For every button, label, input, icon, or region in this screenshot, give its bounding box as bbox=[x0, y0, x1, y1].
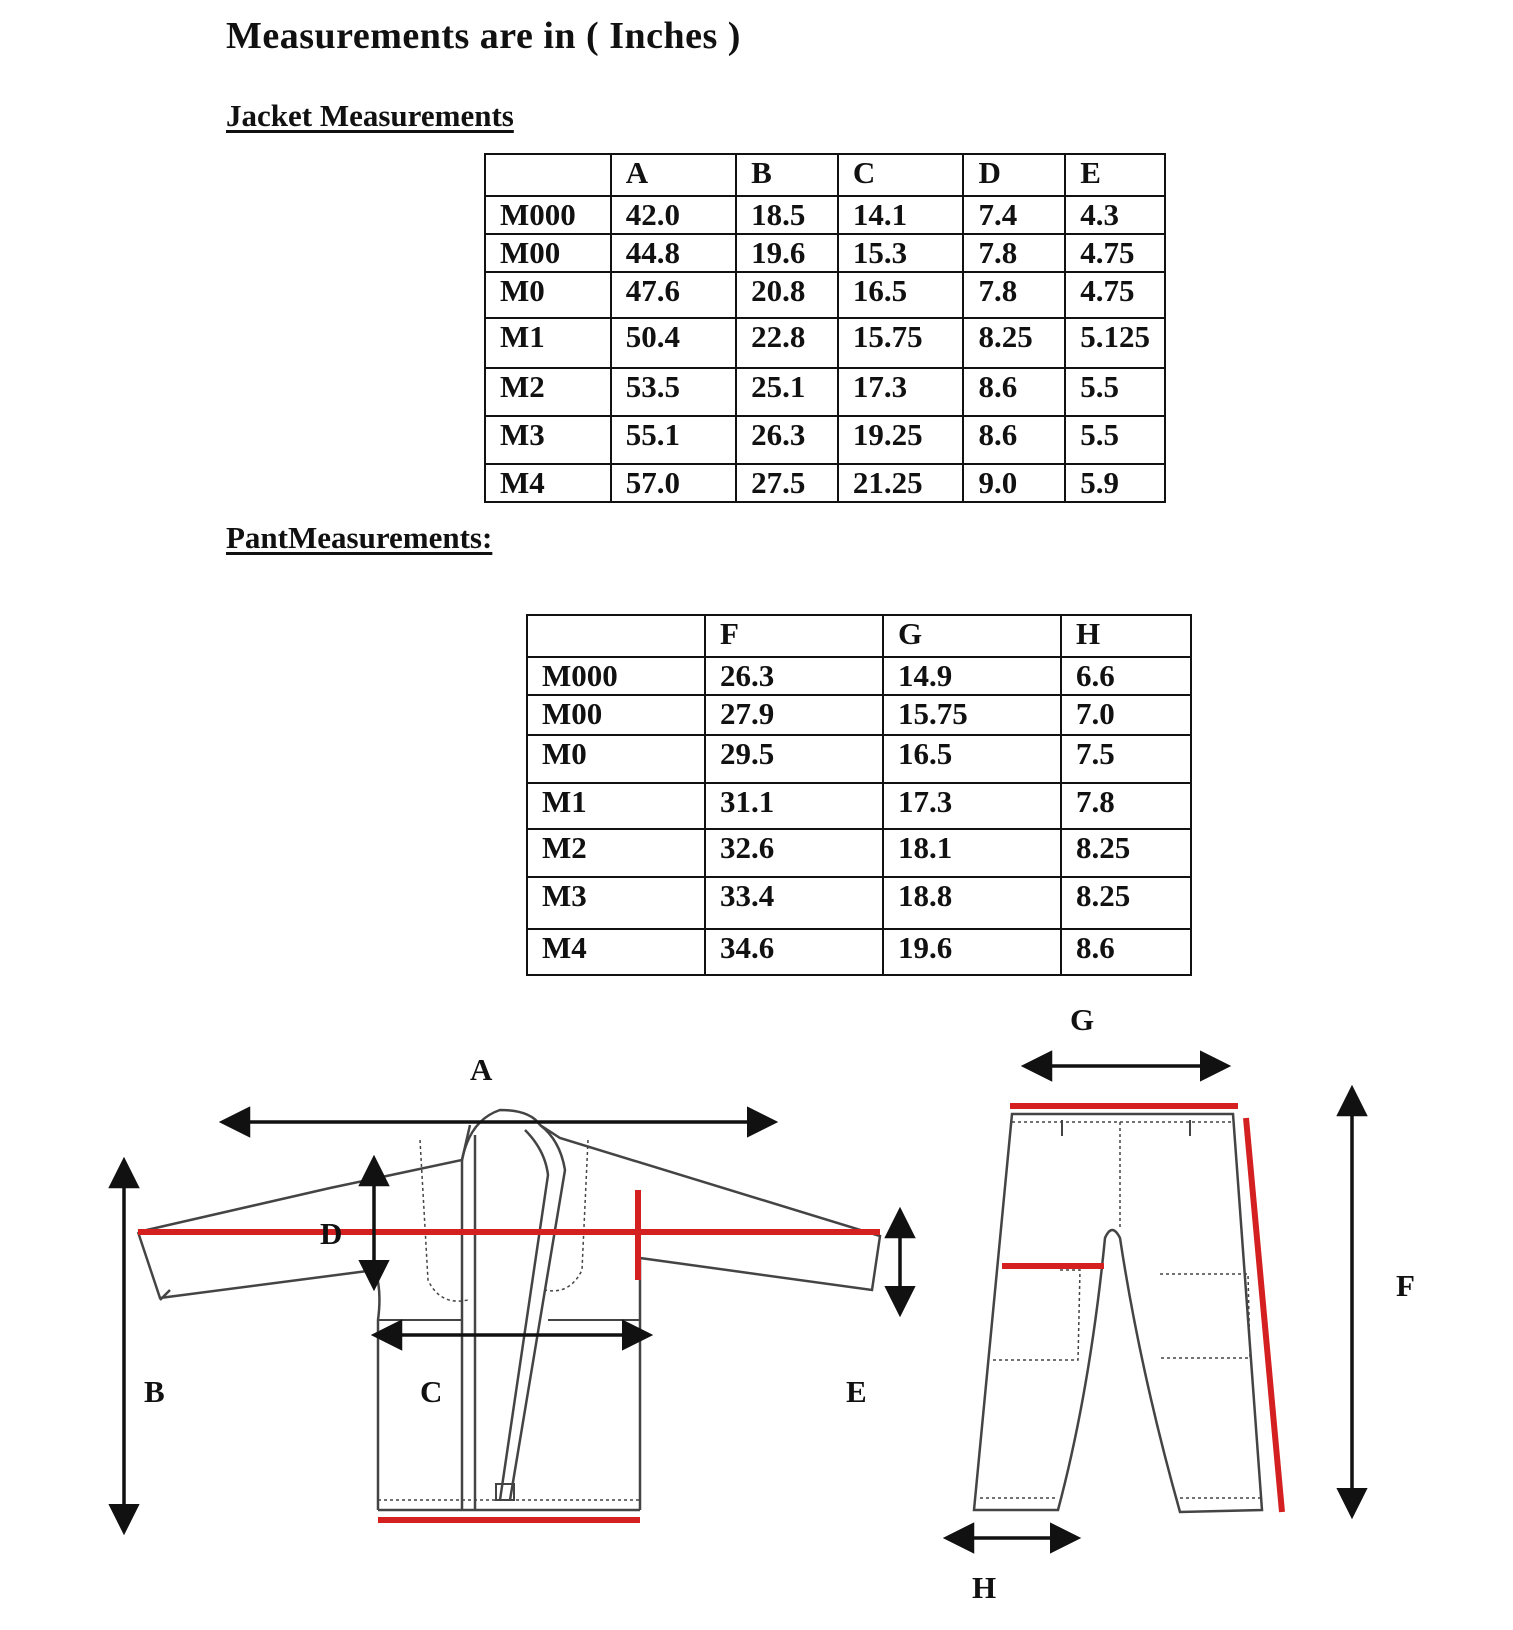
pants-size-row bbox=[527, 877, 1191, 929]
pants-size-label: M3 bbox=[527, 877, 705, 929]
pants-value-cell: 29.5 bbox=[705, 735, 883, 783]
jacket-value-cell: 27.5 bbox=[736, 464, 838, 502]
jacket-value-cell: 25.1 bbox=[736, 368, 838, 416]
pants-size-label: M000 bbox=[527, 657, 705, 695]
jacket-size-row bbox=[485, 234, 1165, 272]
jacket-column-header bbox=[485, 154, 611, 196]
pants-value-cell: 7.0 bbox=[1061, 695, 1191, 735]
jacket-value-cell: 26.3 bbox=[736, 416, 838, 464]
jacket-column-header: A bbox=[611, 154, 736, 196]
jacket-value-cell: 4.75 bbox=[1065, 234, 1165, 272]
jacket-header-row bbox=[485, 154, 1165, 196]
jacket-value-cell: 16.5 bbox=[838, 272, 964, 318]
pants-value-cell: 32.6 bbox=[705, 829, 883, 877]
jacket-value-cell: 22.8 bbox=[736, 318, 838, 368]
jacket-value-cell: 21.25 bbox=[838, 464, 964, 502]
jacket-size-row bbox=[485, 272, 1165, 318]
jacket-size-row bbox=[485, 196, 1165, 234]
pants-value-cell: 8.25 bbox=[1061, 829, 1191, 877]
jacket-measurements-table bbox=[484, 153, 1166, 503]
pants-column-header: H bbox=[1061, 615, 1191, 657]
jacket-drawing bbox=[138, 1110, 880, 1510]
label-h: H bbox=[972, 1570, 997, 1605]
jacket-value-cell: 53.5 bbox=[611, 368, 736, 416]
outseam-red-line bbox=[1246, 1118, 1282, 1512]
label-a: A bbox=[470, 1052, 493, 1087]
jacket-value-cell: 18.5 bbox=[736, 196, 838, 234]
jacket-value-cell: 44.8 bbox=[611, 234, 736, 272]
label-e: E bbox=[846, 1374, 867, 1409]
pants-value-cell: 27.9 bbox=[705, 695, 883, 735]
pants-size-row bbox=[527, 695, 1191, 735]
pants-value-cell: 18.8 bbox=[883, 877, 1061, 929]
jacket-value-cell: 5.125 bbox=[1065, 318, 1165, 368]
pants-size-label: M4 bbox=[527, 929, 705, 975]
jacket-value-cell: 15.75 bbox=[838, 318, 964, 368]
label-g: G bbox=[1070, 1002, 1095, 1037]
pants-value-cell: 8.6 bbox=[1061, 929, 1191, 975]
jacket-value-cell: 8.6 bbox=[963, 368, 1065, 416]
jacket-value-cell: 19.6 bbox=[736, 234, 838, 272]
pants-size-row bbox=[527, 735, 1191, 783]
jacket-section-heading: Jacket Measurements bbox=[226, 98, 514, 133]
pants-value-cell: 18.1 bbox=[883, 829, 1061, 877]
pant-table-body bbox=[527, 615, 1191, 975]
jacket-column-header: E bbox=[1065, 154, 1165, 196]
pants-column-header: F bbox=[705, 615, 883, 657]
jacket-value-cell: 4.75 bbox=[1065, 272, 1165, 318]
pant-measurements-table bbox=[526, 614, 1192, 976]
label-d: D bbox=[320, 1216, 343, 1251]
jacket-value-cell: 8.25 bbox=[963, 318, 1065, 368]
pants-value-cell: 15.75 bbox=[883, 695, 1061, 735]
pants-column-header bbox=[527, 615, 705, 657]
jacket-size-label: M000 bbox=[485, 196, 611, 234]
pants-size-label: M1 bbox=[527, 783, 705, 829]
jacket-column-header: B bbox=[736, 154, 838, 196]
pants-value-cell: 31.1 bbox=[705, 783, 883, 829]
jacket-value-cell: 8.6 bbox=[963, 416, 1065, 464]
jacket-column-header: D bbox=[963, 154, 1065, 196]
jacket-size-label: M4 bbox=[485, 464, 611, 502]
jacket-size-row bbox=[485, 368, 1165, 416]
jacket-value-cell: 5.5 bbox=[1065, 368, 1165, 416]
pants-value-cell: 7.8 bbox=[1061, 783, 1191, 829]
jacket-value-cell: 5.9 bbox=[1065, 464, 1165, 502]
jacket-size-row bbox=[485, 318, 1165, 368]
pants-size-row bbox=[527, 657, 1191, 695]
jacket-value-cell: 14.1 bbox=[838, 196, 964, 234]
jacket-value-cell: 42.0 bbox=[611, 196, 736, 234]
pants-size-row bbox=[527, 783, 1191, 829]
jacket-value-cell: 55.1 bbox=[611, 416, 736, 464]
label-b: B bbox=[144, 1374, 165, 1409]
jacket-table-body bbox=[485, 154, 1165, 502]
jacket-red-measures bbox=[138, 1190, 880, 1520]
jacket-value-cell: 9.0 bbox=[963, 464, 1065, 502]
pants-size-label: M0 bbox=[527, 735, 705, 783]
pants-column-header: G bbox=[883, 615, 1061, 657]
pants-value-cell: 17.3 bbox=[883, 783, 1061, 829]
pants-value-cell: 34.6 bbox=[705, 929, 883, 975]
jacket-size-label: M2 bbox=[485, 368, 611, 416]
jacket-value-cell: 15.3 bbox=[838, 234, 964, 272]
pants-value-cell: 26.3 bbox=[705, 657, 883, 695]
pants-value-cell: 19.6 bbox=[883, 929, 1061, 975]
label-f: F bbox=[1396, 1268, 1415, 1303]
jacket-value-cell: 7.8 bbox=[963, 272, 1065, 318]
jacket-value-cell: 50.4 bbox=[611, 318, 736, 368]
jacket-size-label: M00 bbox=[485, 234, 611, 272]
pants-header-row bbox=[527, 615, 1191, 657]
pants-size-label: M2 bbox=[527, 829, 705, 877]
garment-diagram bbox=[0, 990, 1513, 1630]
pants-red-measures bbox=[1002, 1106, 1282, 1512]
pants-drawing bbox=[974, 1114, 1262, 1512]
pants-size-row bbox=[527, 829, 1191, 877]
jacket-value-cell: 4.3 bbox=[1065, 196, 1165, 234]
page-title: Measurements are in ( Inches ) bbox=[226, 15, 741, 57]
jacket-column-header: C bbox=[838, 154, 964, 196]
label-c: C bbox=[420, 1374, 443, 1409]
jacket-size-label: M3 bbox=[485, 416, 611, 464]
pant-section-heading: PantMeasurements: bbox=[226, 520, 493, 555]
pants-value-cell: 6.6 bbox=[1061, 657, 1191, 695]
jacket-value-cell: 57.0 bbox=[611, 464, 736, 502]
pants-value-cell: 14.9 bbox=[883, 657, 1061, 695]
jacket-value-cell: 5.5 bbox=[1065, 416, 1165, 464]
jacket-value-cell: 7.8 bbox=[963, 234, 1065, 272]
jacket-size-row bbox=[485, 416, 1165, 464]
jacket-value-cell: 20.8 bbox=[736, 272, 838, 318]
pants-size-row bbox=[527, 929, 1191, 975]
jacket-value-cell: 17.3 bbox=[838, 368, 964, 416]
pants-value-cell: 7.5 bbox=[1061, 735, 1191, 783]
pants-value-cell: 8.25 bbox=[1061, 877, 1191, 929]
jacket-size-label: M0 bbox=[485, 272, 611, 318]
pants-size-label: M00 bbox=[527, 695, 705, 735]
pants-value-cell: 33.4 bbox=[705, 877, 883, 929]
jacket-value-cell: 7.4 bbox=[963, 196, 1065, 234]
jacket-value-cell: 47.6 bbox=[611, 272, 736, 318]
pants-value-cell: 16.5 bbox=[883, 735, 1061, 783]
jacket-size-row bbox=[485, 464, 1165, 502]
jacket-size-label: M1 bbox=[485, 318, 611, 368]
jacket-value-cell: 19.25 bbox=[838, 416, 964, 464]
